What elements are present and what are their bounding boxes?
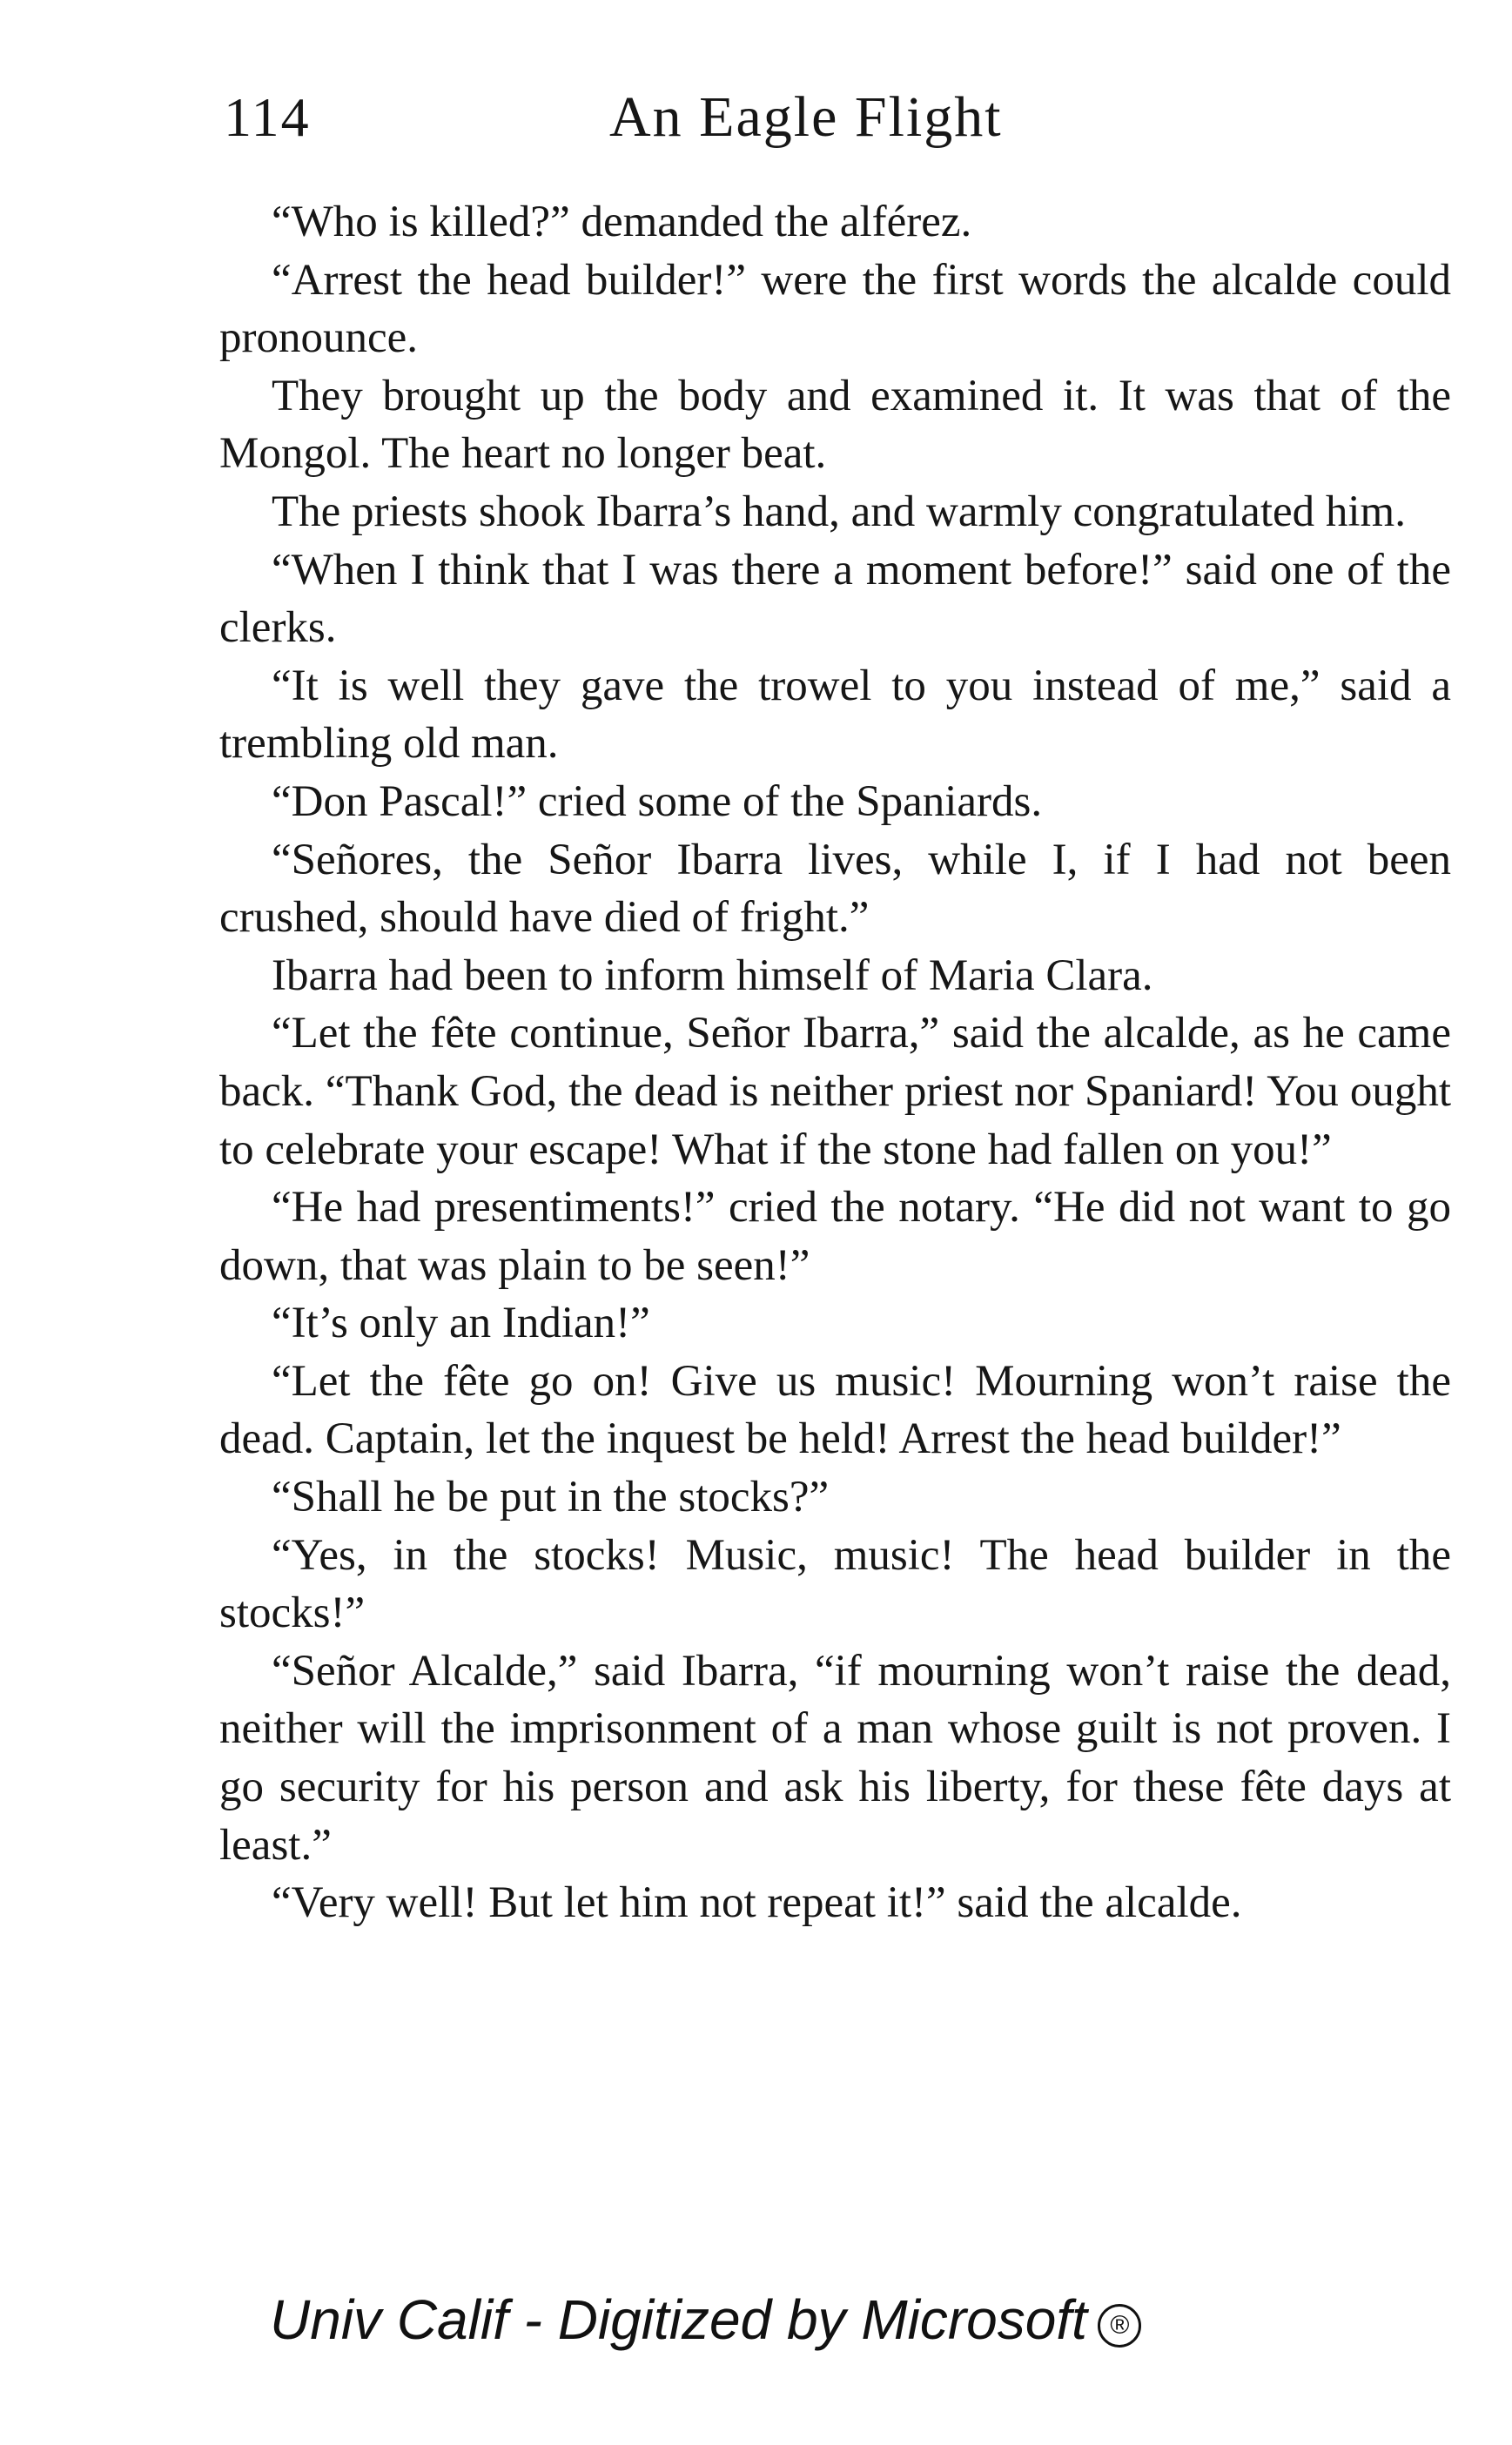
digitization-watermark [270,2280,1314,2359]
paragraph: “When I think that I was there a moment before!” said one of the clerks. [219,545,1451,653]
paragraph: The priests shook Ibarra’s hand, and warmly congratulated him. [272,487,1406,536]
running-title: An Eagle Flight [609,85,1003,149]
page-header [0,78,1512,157]
paragraph: “Let the fête continue, Señor Ibarra,” said the alcalde, as he came back. “Thank God, the dead is neither priest nor Spaniard! You ought to celebrate your escape! What if the stone had fallen on you!” [219,1009,1451,1174]
registered-mark-icon: ® [1098,2304,1141,2348]
paragraph: “Señor Alcalde,” said Ibarra, “if mourning won’t raise the dead, neither will the imprisonment of a man whose guilt is not proven. I go security for his person and ask his liberty, for these fête days at least.” [219,1646,1451,1870]
paragraph: “Who is killed?” demanded the alférez. [272,198,972,246]
paragraph: They brought up the body and examined it. It was that of the Mongol. The heart no longer beat. [219,371,1451,479]
paragraph: “He had presentiments!” cried the notary. “He did not want to go down, that was plain to be seen!” [219,1183,1451,1290]
paragraph: “It’s only an Indian!” [272,1299,650,1348]
paragraph: “Shall he be put in the stocks?” [272,1473,830,1522]
paragraph: “Señores, the Señor Ibarra lives, while I, if I had not been crushed, should have died of fright.” [219,835,1451,943]
body-text [219,193,1451,1932]
paragraph: “Arrest the head builder!” were the first words the alcalde could pronounce. [219,255,1451,363]
paragraph: “Don Pascal!” cried some of the Spaniards. [272,776,1043,826]
paragraph: “It is well they gave the trowel to you instead of me,” said a trembling old man. [219,661,1451,769]
page-number: 114 [224,86,311,148]
paragraph: “Let the fête go on! Give us music! Mourning won’t raise the dead. Captain, let the inquest be held! Arrest the head builder!” [219,1356,1451,1464]
paragraph: “Yes, in the stocks! Music, music! The head builder in the stocks!” [219,1530,1451,1638]
paragraph: Ibarra had been to inform himself of Maria Clara. [272,950,1153,1000]
watermark-text: Univ Calif - Digitized by Microsoft [270,2288,1087,2351]
paragraph: “Very well! But let him not repeat it!” said the alcalde. [272,1878,1242,1928]
